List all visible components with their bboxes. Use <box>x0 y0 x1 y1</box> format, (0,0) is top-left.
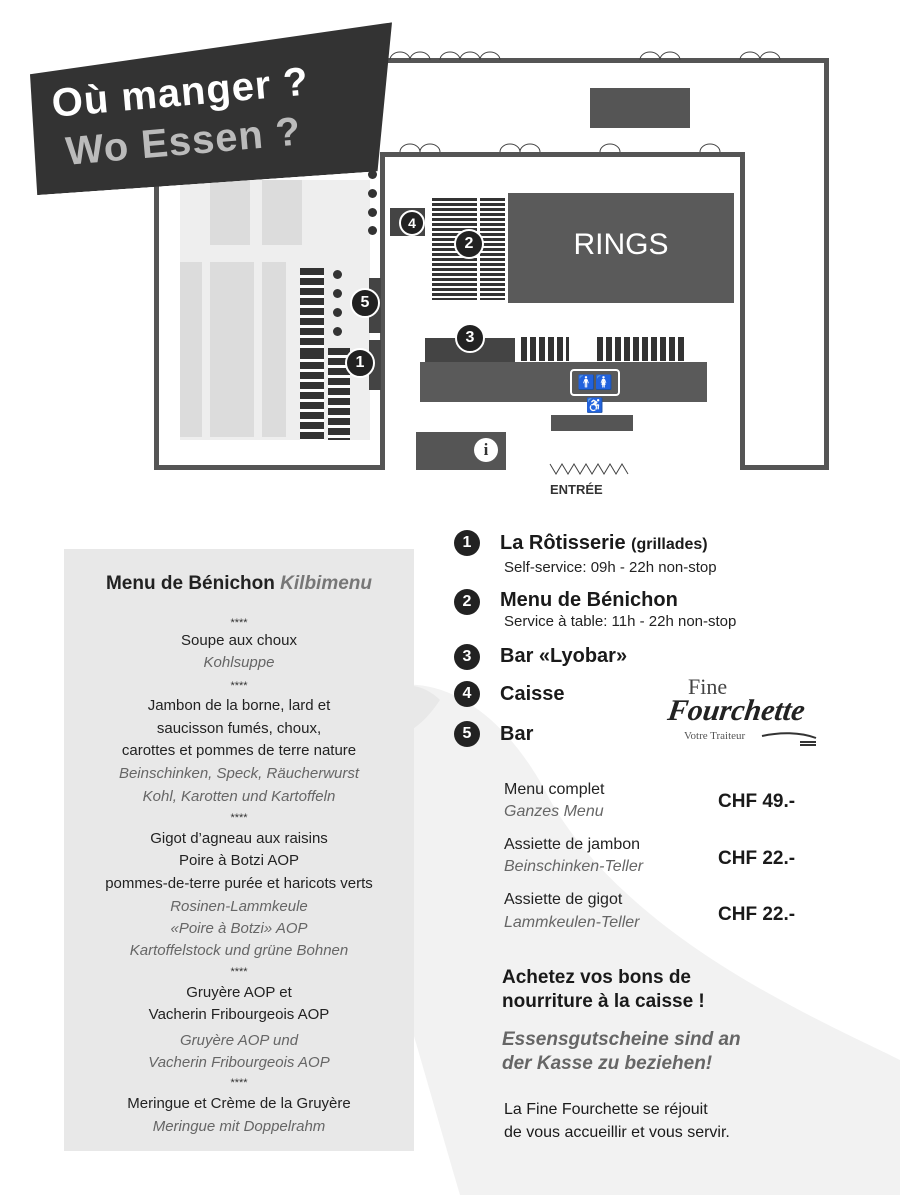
price-item-fr: Assiette de jambon <box>504 836 641 853</box>
menu-panel <box>64 549 414 1151</box>
left-table <box>180 262 202 437</box>
legend-number-1: 1 <box>454 530 480 556</box>
round-table <box>333 270 342 279</box>
left-table <box>210 262 254 437</box>
left-table <box>262 262 286 437</box>
map-marker-1: 1 <box>345 348 375 378</box>
course-fr: Soupe aux choux <box>181 632 297 649</box>
course-fr: carottes et pommes de terre nature <box>121 742 357 759</box>
legend-number-4: 4 <box>454 681 480 707</box>
course-de: «Poire à Botzi» AOP <box>170 920 308 937</box>
closing-2: de vous accueillir et vous servir. <box>504 1124 730 1141</box>
price-item-de: Lammkeulen-Teller <box>504 914 640 931</box>
logo-fourchette: Fourchette <box>665 694 808 727</box>
tent-scallops-mid <box>390 140 750 154</box>
legend-title-2: Menu de Bénichon <box>500 589 678 611</box>
banner-title-de: Wo Essen ? <box>64 109 303 174</box>
bench-rows <box>300 352 324 440</box>
menu-separator: **** <box>230 680 248 692</box>
round-table <box>368 208 377 217</box>
map-marker-4: 4 <box>399 210 425 236</box>
fork-icon <box>760 728 818 748</box>
legend-sub-1: Self-service: 09h - 22h non-stop <box>504 559 717 576</box>
price-item-de: Ganzes Menu <box>504 803 604 820</box>
legend-number-3: 3 <box>454 644 480 670</box>
service-counter <box>420 362 707 402</box>
small-counter <box>551 415 633 431</box>
price-value: CHF 22.- <box>718 848 796 869</box>
stage-block <box>590 88 690 128</box>
tent-scallops-top <box>380 46 800 62</box>
course-de: Kartoffelstock und grüne Bohnen <box>129 942 349 959</box>
price-item-fr: Menu complet <box>504 781 605 798</box>
notice-de-1: Essensgutscheine sind an <box>502 1029 741 1050</box>
course-fr: pommes-de-terre purée et haricots verts <box>105 875 373 892</box>
rings-label: RINGS <box>573 228 669 261</box>
closing-1: La Fine Fourchette se réjouit <box>504 1101 708 1118</box>
left-table <box>210 180 250 245</box>
toilets-icon: 🚹🚺♿ <box>577 374 613 413</box>
course-de: Kohl, Karotten und Kartoffeln <box>142 788 336 805</box>
legend-title-3: Bar «Lyobar» <box>500 645 628 667</box>
round-table <box>333 289 342 298</box>
notice-fr-2: nourriture à la caisse ! <box>502 991 705 1012</box>
map-marker-2: 2 <box>454 229 484 259</box>
bar-stools <box>521 337 569 361</box>
price-item-fr: Assiette de gigot <box>504 891 623 908</box>
round-table <box>333 327 342 336</box>
legend-title-4: Caisse <box>500 683 565 705</box>
legend-number-5: 5 <box>454 721 480 747</box>
round-table <box>368 189 377 198</box>
entrance-label: ENTRÉE <box>550 482 603 497</box>
table-rows <box>480 198 505 300</box>
round-table <box>368 226 377 235</box>
menu-separator: **** <box>230 617 248 629</box>
menu-title-fr: Menu de Bénichon <box>105 573 275 594</box>
toilets-sign <box>570 369 620 413</box>
course-fr: Meringue et Crème de la Gruyère <box>127 1095 351 1112</box>
course-de: Kohlsuppe <box>203 654 275 671</box>
map-marker-3: 3 <box>455 323 485 353</box>
notice-fr-1: Achetez vos bons de <box>502 967 691 988</box>
course-de: Meringue mit Doppelrahm <box>152 1118 326 1135</box>
logo-tagline: Votre Traiteur <box>684 730 746 742</box>
info-icon: i <box>474 438 498 462</box>
course-de: Beinschinken, Speck, Räucherwurst <box>118 765 360 782</box>
bar-stools <box>597 337 687 361</box>
left-table <box>262 180 302 245</box>
price-item-de: Beinschinken-Teller <box>504 858 644 875</box>
logo-fine: Fine <box>688 674 728 699</box>
menu-separator: **** <box>230 812 248 824</box>
price-value: CHF 22.- <box>718 904 796 925</box>
notice-de-2: der Kasse zu beziehen! <box>502 1053 713 1074</box>
menu-separator: **** <box>230 966 248 978</box>
round-table <box>333 308 342 317</box>
course-fr: Poire à Botzi AOP <box>178 852 300 869</box>
course-fr: saucisson fumés, choux, <box>156 720 322 737</box>
course-fr: Gruyère AOP et <box>186 984 292 1001</box>
legend-number-2: 2 <box>454 589 480 615</box>
menu-separator: **** <box>230 1077 248 1089</box>
bench-rows <box>300 268 324 358</box>
price-value: CHF 49.- <box>718 791 796 812</box>
course-fr: Gigot d’agneau aux raisins <box>150 830 328 847</box>
course-de: Gruyère AOP und <box>179 1032 299 1049</box>
legend-sub-2: Service à table: 11h - 22h non-stop <box>504 613 737 630</box>
map-marker-5: 5 <box>350 288 380 318</box>
legend-title-1: La Rôtisserie (grillades) <box>500 532 708 554</box>
entrance-scallops <box>548 462 634 476</box>
menu-title-de: Kilbimenu <box>280 573 373 594</box>
course-de: Rosinen-Lammkeule <box>170 898 308 915</box>
course-fr: Jambon de la borne, lard et <box>147 697 331 714</box>
banner-title-fr: Où manger ? <box>50 59 311 126</box>
course-de: Vacherin Fribourgeois AOP <box>148 1054 330 1071</box>
course-fr: Vacherin Fribourgeois AOP <box>148 1006 330 1023</box>
legend-title-5: Bar <box>500 723 534 745</box>
menu-title <box>64 573 414 595</box>
